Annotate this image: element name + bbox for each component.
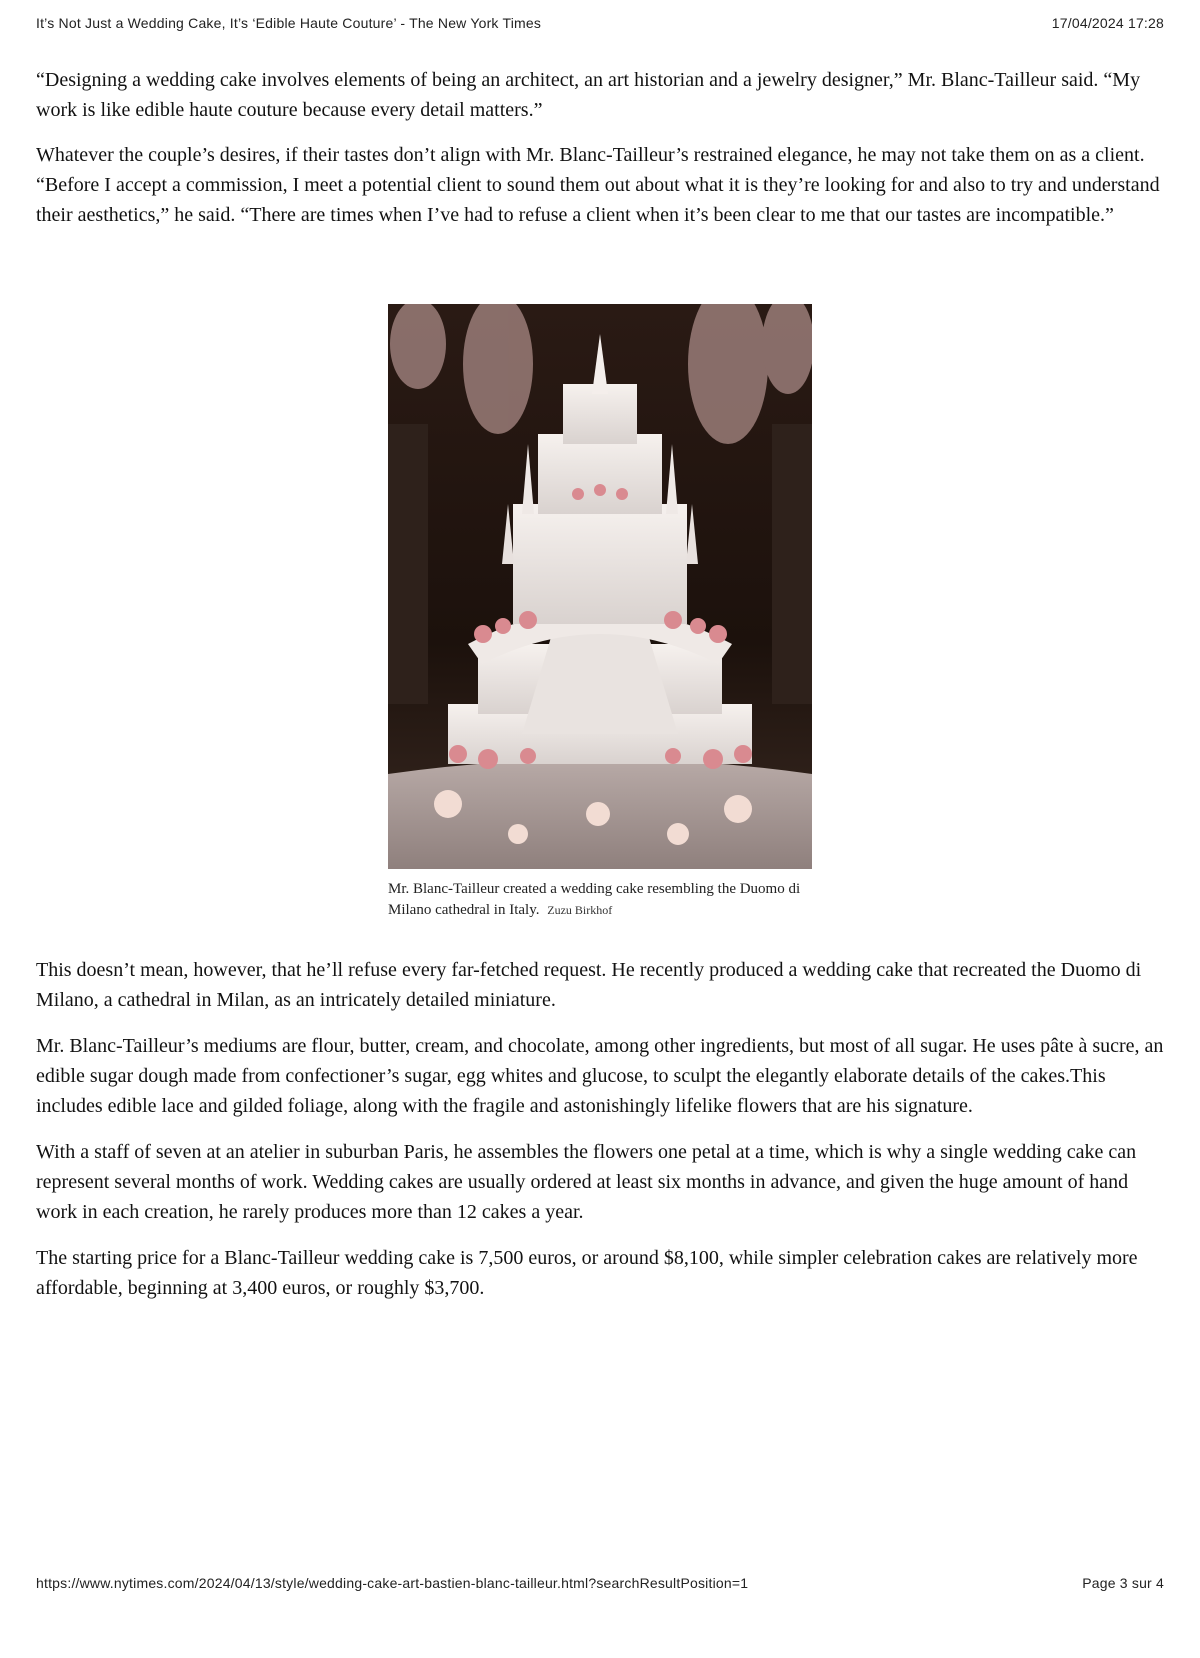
paragraph: The starting price for a Blanc-Tailleur wedding cake is 7,500 euros, or around $8,100, while simpler celebration cakes are relatively more affordable, beginning at 3,400 euros, or roughly $3,700. xyxy=(36,1247,1138,1299)
print-datetime: 17/04/2024 17:28 xyxy=(1051,15,1164,31)
paragraph: Mr. Blanc-Tailleur’s mediums are flour, butter, cream, and chocolate, among other ingredients, but most of all sugar. He uses pâte à sucre, an edible sugar dough made from confectioner’s sugar, egg whites and glucose, to sculpt the elegantly elaborate details of the cakes.This includes edible lace and gilded foliage, along with the fragile and astonishingly lifelike flowers that are his signature. xyxy=(36,1035,1164,1117)
print-footer xyxy=(36,1575,1164,1591)
caption-text: Mr. Blanc-Tailleur created a wedding cake resembling the Duomo di Milano cathedral in Italy. xyxy=(388,881,801,918)
paragraph: This doesn’t mean, however, that he’ll refuse every far-fetched request. He recently produced a wedding cake that recreated the Duomo di Milano, a cathedral in Milan, as an intricately detailed miniature. xyxy=(36,959,1142,1011)
paragraph: “Designing a wedding cake involves elements of being an architect, an art historian and a jewelry designer,” Mr. Blanc-Tailleur said. “My work is like edible haute couture because every detail matters.” xyxy=(36,69,1141,121)
figure-caption xyxy=(388,879,812,921)
article-figure xyxy=(388,304,812,921)
article-body-bottom xyxy=(36,955,1164,1303)
page-number: Page 3 sur 4 xyxy=(1082,1575,1164,1591)
page-title: It’s Not Just a Wedding Cake, It’s ‘Edible Haute Couture’ - The New York Times xyxy=(36,15,542,31)
photo-credit: Zuzu Birkhof xyxy=(547,903,613,917)
paragraph: With a staff of seven at an atelier in suburban Paris, he assembles the flowers one petal at a time, which is why a single wedding cake can represent several months of work. Wedding cakes are usually ordered at least six months in advance, and given the huge amount of hand work in each creation, he rarely produces more than 12 cakes a year. xyxy=(36,1141,1137,1223)
page-url: https://www.nytimes.com/2024/04/13/style/wedding-cake-art-bastien-blanc-tailleur.html?searchResultPosition=1 xyxy=(36,1575,749,1591)
article-body-top xyxy=(36,65,1164,230)
print-header xyxy=(36,15,1164,31)
paragraph: Whatever the couple’s desires, if their tastes don’t align with Mr. Blanc-Tailleur’s restrained elegance, he may not take them on as a client. “Before I accept a commission, I meet a potential client to sound them out about what it is they’re looking for and also to try and understand their aesthetics,” he said. “There are times when I’ve had to refuse a client when it’s been clear to me that our tastes are incompatible.” xyxy=(36,144,1160,226)
cake-photo xyxy=(388,304,812,869)
